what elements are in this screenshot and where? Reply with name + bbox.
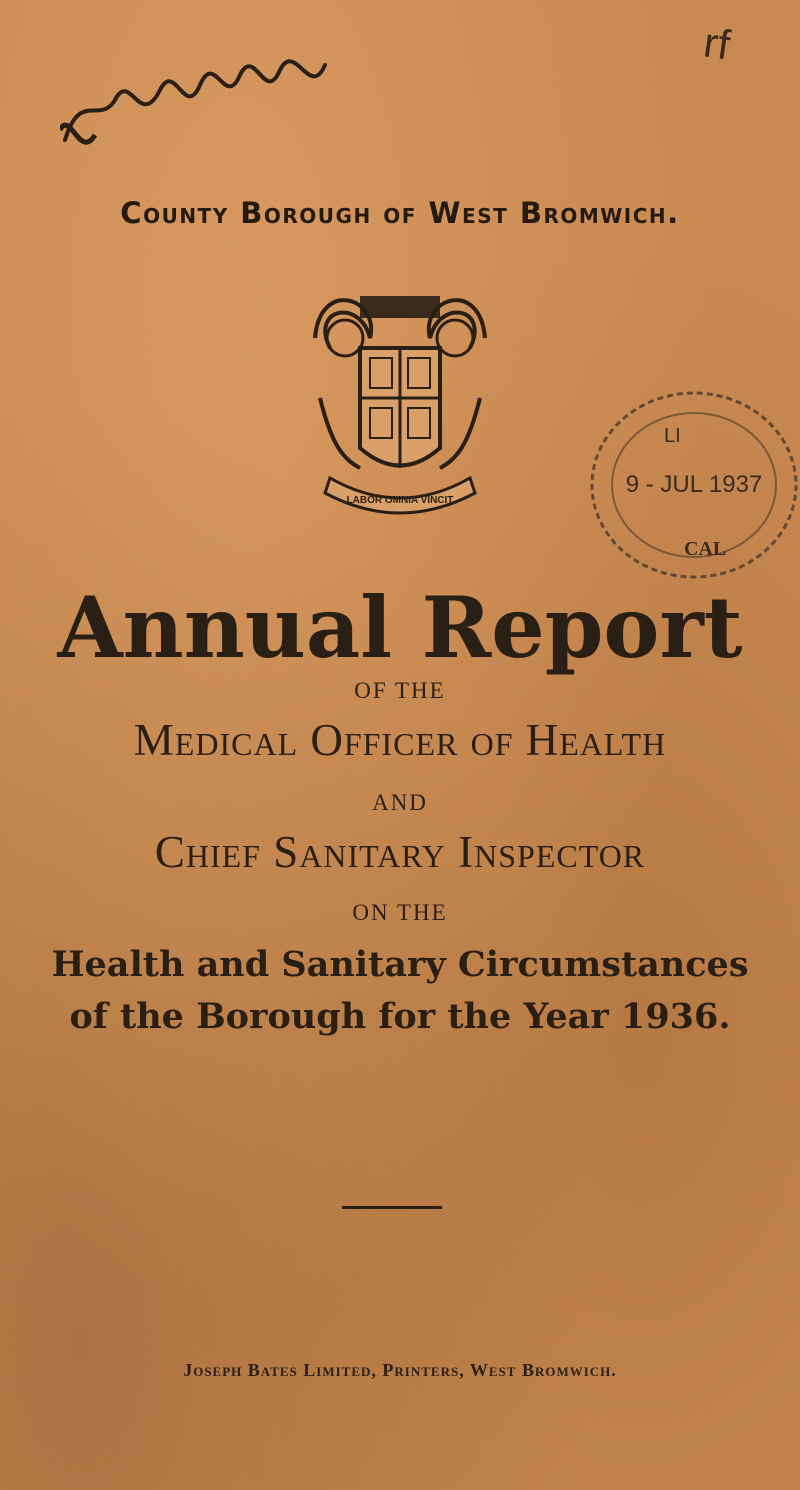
on-the-label: ON THE xyxy=(352,900,448,925)
borough-heading: County Borough of West Bromwich. xyxy=(120,196,680,230)
inspector-title: Chief Sanitary Inspector xyxy=(154,827,646,877)
stamp-bottom-text: CAL xyxy=(684,538,727,560)
handwritten-mark xyxy=(60,30,360,150)
corner-note: rf xyxy=(701,18,734,69)
and-label: AND xyxy=(372,790,428,815)
crest-motto: LABOR OMNIA VINCIT xyxy=(346,495,454,506)
officer-title: Medical Officer of Health xyxy=(133,715,667,765)
stamp-top-text: LI xyxy=(664,425,681,447)
stamp-date: 9 - JUL 1937 xyxy=(625,471,763,498)
printer-imprint: Joseph Bates Limited, Printers, West Bromwich. xyxy=(183,1360,617,1380)
divider-rule xyxy=(342,1206,442,1209)
date-stamp xyxy=(584,380,800,590)
borough-crest-icon xyxy=(300,278,500,538)
of-the-label: OF THE xyxy=(354,678,446,703)
subject-line-1: Health and Sanitary Circumstances xyxy=(51,944,749,985)
subject-line-2: of the Borough for the Year 1936. xyxy=(69,996,731,1037)
report-title: Annual Report xyxy=(57,578,743,677)
